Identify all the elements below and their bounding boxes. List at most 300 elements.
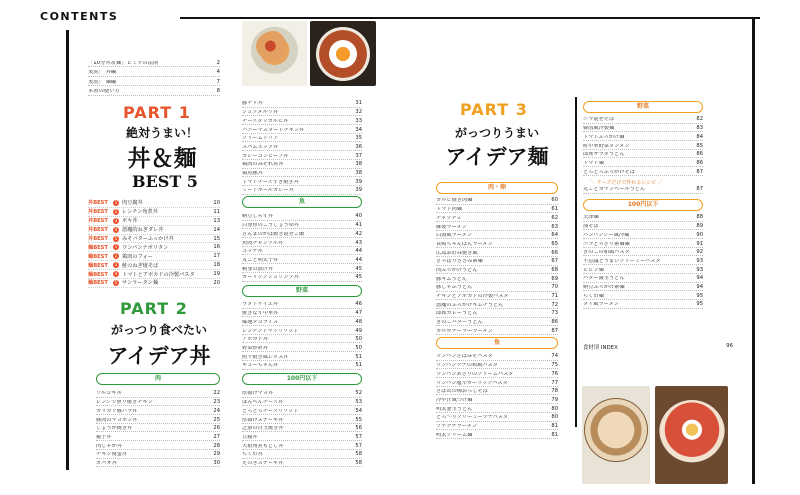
toc-entry bbox=[436, 326, 558, 335]
best-rank-label: 丼BEST bbox=[88, 227, 108, 234]
list-cheese-noodle bbox=[583, 185, 703, 194]
toc-entry-title: 納豆しらす丼 bbox=[242, 214, 274, 220]
toc-entry-title: チャプチェ bbox=[436, 215, 462, 221]
part3-subtitle: がっつりうまい bbox=[454, 126, 539, 140]
toc-entry bbox=[436, 292, 558, 301]
toc-entry bbox=[242, 273, 362, 282]
toc-entry-page: 40 bbox=[355, 213, 362, 220]
toc-entry bbox=[242, 142, 362, 151]
index-entry bbox=[583, 343, 733, 351]
toc-entry-title: トマトチーズすき焼き丼 bbox=[242, 179, 299, 185]
toc-entry bbox=[242, 335, 362, 344]
best-rank-label: 丼BEST bbox=[88, 236, 108, 242]
best-entry-page: 10 bbox=[213, 199, 220, 206]
toc-entry bbox=[242, 186, 362, 195]
cheese-note: ＼ チーズだけで作れるレシピ ／ bbox=[590, 180, 663, 186]
toc-entry bbox=[436, 213, 558, 222]
toc-entry bbox=[436, 378, 558, 387]
best-rank-label: 麺BEST bbox=[88, 244, 108, 251]
toc-entry bbox=[242, 264, 362, 273]
toc-entry-page: 61 bbox=[551, 206, 558, 213]
toc-entry-title: 明太釜玉うどん bbox=[436, 406, 473, 412]
best-entry-title: トマトとアボカドの冷製パスタ bbox=[122, 271, 195, 278]
best-rank-number: 5 bbox=[114, 235, 118, 241]
toc-entry bbox=[96, 441, 220, 450]
list-veg-noodle bbox=[583, 115, 703, 176]
toc-entry-title: ガパオ丼 bbox=[96, 460, 117, 466]
toc-entry-title: 麻婆ラーメン bbox=[436, 224, 467, 230]
best-entry-page: 19 bbox=[213, 271, 220, 278]
toc-entry bbox=[583, 283, 703, 292]
toc-entry-title: レンチントマトリゾット bbox=[242, 328, 299, 334]
toc-entry-title: 冷や汁風つけ麺 bbox=[436, 397, 473, 403]
toc-entry-title: 実況！ 麺編 bbox=[88, 79, 117, 85]
toc-entry-page: 75 bbox=[551, 362, 558, 369]
toc-entry-page: 42 bbox=[355, 230, 362, 237]
list-meat-noodle bbox=[436, 196, 558, 335]
toc-entry bbox=[242, 432, 362, 441]
toc-entry-page: 22 bbox=[213, 390, 220, 397]
toc-entry-title: 白湯風ラーメン bbox=[436, 233, 473, 239]
toc-entry-title: 豚肉のマヨポン丼 bbox=[96, 417, 138, 423]
toc-entry-page: 32 bbox=[355, 109, 362, 116]
toc-entry-title: 長崎ちゃんぽんラーメン bbox=[436, 241, 493, 247]
toc-entry-page: 66 bbox=[551, 249, 558, 256]
toc-entry-page: 27 bbox=[213, 433, 220, 440]
toc-entry-title: カルボナーラーラーメン bbox=[436, 328, 493, 334]
toc-entry bbox=[242, 151, 362, 160]
toc-entry-title: 魚肉チャンプル丼 bbox=[242, 240, 284, 246]
toc-entry-title: さんまのかば焼き混ぜご飯 bbox=[242, 231, 305, 237]
toc-entry-page: 68 bbox=[551, 266, 558, 273]
toc-entry-title: えのきステーキ丼 bbox=[242, 460, 284, 466]
toc-entry bbox=[96, 432, 220, 441]
toc-entry bbox=[96, 424, 220, 433]
toc-entry-page: 70 bbox=[551, 284, 558, 291]
toc-entry bbox=[96, 389, 220, 398]
toc-entry bbox=[583, 141, 703, 150]
best-rank-number: 3 bbox=[114, 262, 118, 268]
toc-entry bbox=[436, 196, 558, 205]
toc-entry-title: はんぺんチーズ丼 bbox=[242, 400, 284, 406]
toc-entry-title: トマト肉麺 bbox=[436, 207, 462, 213]
toc-entry-page: 79 bbox=[551, 396, 558, 403]
toc-entry-page: 62 bbox=[551, 214, 558, 221]
best-rank-number: 1 bbox=[114, 244, 118, 250]
toc-entry bbox=[436, 352, 558, 361]
best-entry-page: 20 bbox=[213, 279, 220, 286]
pasta-photo bbox=[242, 21, 307, 86]
toc-entry bbox=[242, 326, 362, 335]
best-entry bbox=[88, 261, 220, 270]
toc-entry-title: きのこの和風パスタ bbox=[583, 250, 630, 256]
toc-entry bbox=[436, 369, 558, 378]
best-entry bbox=[88, 235, 220, 244]
toc-entry bbox=[242, 212, 362, 221]
toc-entry bbox=[242, 441, 362, 450]
toc-entry-page: 63 bbox=[551, 223, 558, 230]
toc-entry-page: 57 bbox=[355, 442, 362, 449]
toc-entry bbox=[242, 169, 362, 178]
part1-best: BEST 5 bbox=[132, 172, 198, 191]
toc-entry bbox=[242, 300, 362, 309]
toc-entry bbox=[436, 266, 558, 275]
toc-entry bbox=[436, 430, 558, 439]
best-rank-label: 丼BEST bbox=[88, 218, 108, 225]
toc-entry-title: 悪魔のぶっかけキムチうどん bbox=[436, 302, 504, 308]
list-100yen-don bbox=[242, 389, 362, 467]
toc-entry bbox=[436, 413, 558, 422]
toc-entry-title: カレーコンビーフ丼 bbox=[242, 153, 289, 159]
toc-entry-title: 天津麺 bbox=[583, 215, 599, 221]
toc-entry-title: バンバンジー風冷麺 bbox=[583, 232, 630, 238]
toc-entry-page: 49 bbox=[355, 327, 362, 334]
toc-entry-title: 芝漬の目玉焼き丼 bbox=[242, 426, 284, 432]
toc-entry-page: 86 bbox=[696, 151, 703, 158]
best-entry bbox=[88, 243, 220, 252]
toc-entry bbox=[242, 352, 362, 361]
best-entry-page: 11 bbox=[213, 208, 220, 215]
toc-entry-page: 80 bbox=[551, 414, 558, 421]
toc-entry-title: スパムエッグ丼 bbox=[242, 144, 279, 150]
toc-entry-page: 8 bbox=[216, 88, 220, 95]
best-entry-title: レンチン角煮丼 bbox=[122, 209, 158, 216]
toc-entry bbox=[436, 318, 558, 327]
toc-entry-title: 豚キムうどん bbox=[436, 276, 468, 282]
toc-entry-page: 65 bbox=[551, 240, 558, 247]
toc-entry-page: 93 bbox=[696, 257, 703, 264]
best-rank-label: 麺BEST bbox=[88, 280, 108, 287]
toc-entry-page: 7 bbox=[216, 78, 220, 85]
best-entry-page: 18 bbox=[213, 262, 220, 269]
best-entry-title: 悪魔的ねぎダレ丼 bbox=[122, 227, 164, 234]
toc-entry-title: 親子丼 bbox=[96, 434, 112, 440]
toc-entry-page: 43 bbox=[355, 239, 362, 246]
toc-entry-page: 44 bbox=[355, 256, 362, 263]
best-entry-page: 16 bbox=[213, 244, 220, 251]
toc-entry-page: 95 bbox=[696, 301, 703, 308]
toc-entry bbox=[436, 248, 558, 257]
best-rank-number: 2 bbox=[114, 253, 118, 259]
toc-entry-title: 刺身の漬け丼 bbox=[242, 266, 274, 272]
toc-entry-page: 74 bbox=[551, 353, 558, 360]
toc-entry-title: さっぱりささみ素麺 bbox=[436, 259, 483, 265]
toc-entry bbox=[436, 422, 558, 431]
toc-entry-page: 78 bbox=[551, 388, 558, 395]
toc-entry bbox=[436, 395, 558, 404]
section-meat-pill: 肉 bbox=[96, 373, 220, 385]
toc-entry-title: 不思議とうまいクリーミーパスタ bbox=[583, 258, 661, 264]
toc-entry-title: 本書の使い方 bbox=[88, 89, 120, 95]
toc-entry-page: 38 bbox=[355, 169, 362, 176]
toc-entry-page: 92 bbox=[696, 249, 703, 256]
toc-entry bbox=[436, 387, 558, 396]
toc-entry-title: 厚揚げマヨ丼 bbox=[242, 391, 274, 397]
toc-entry-title: ワンパンさばみそパスタ bbox=[436, 354, 493, 360]
toc-entry-page: 39 bbox=[355, 187, 362, 194]
toc-entry-page: 29 bbox=[213, 451, 220, 458]
toc-entry-page: 25 bbox=[213, 416, 220, 423]
best-rank-number: 4 bbox=[114, 271, 118, 277]
part2-label: PART 2 bbox=[120, 299, 188, 318]
toc-entry-page: 28 bbox=[213, 442, 220, 449]
toc-entry-title: 実況！ 丼編 bbox=[88, 70, 117, 76]
toc-entry-title: ちくわ丼 bbox=[242, 452, 263, 458]
toc-entry-page: 90 bbox=[696, 231, 703, 238]
toc-entry-title: 丸ごと明太子丼 bbox=[242, 257, 279, 263]
toc-entry-page: 73 bbox=[551, 310, 558, 317]
toc-entry-page: 58 bbox=[355, 459, 362, 466]
best-entry bbox=[88, 270, 220, 279]
toc-entry-page: 51 bbox=[355, 362, 362, 369]
toc-entry bbox=[242, 221, 362, 230]
section-veg-noodle-pill: 野菜 bbox=[583, 101, 703, 113]
toc-entry-page: 26 bbox=[213, 425, 220, 432]
toc-entry-page: 86 bbox=[696, 159, 703, 166]
toc-entry-title: ニラ混ぜそば bbox=[583, 117, 615, 123]
best-entry bbox=[88, 252, 220, 261]
toc-entry-title: クリームドリア bbox=[242, 136, 279, 142]
part3-title: アイデア麺 bbox=[445, 145, 549, 169]
toc-entry bbox=[436, 257, 558, 266]
right-edge-line bbox=[752, 18, 755, 484]
toc-entry-title: 白身魚のこうしょうゆ丼 bbox=[242, 223, 300, 229]
toc-entry bbox=[96, 406, 220, 415]
toc-entry-page: 2 bbox=[216, 60, 220, 67]
best-rank-number: 4 bbox=[114, 226, 118, 232]
best-entry-page: 15 bbox=[213, 235, 220, 242]
toc-entry-page: 57 bbox=[355, 433, 362, 440]
best-rank-label: 丼BEST bbox=[88, 200, 108, 207]
toc-entry-title: ワンパンあさりのクリームパスタ bbox=[436, 371, 514, 377]
toc-entry-page: 4 bbox=[216, 69, 220, 76]
toc-entry-page: 39 bbox=[355, 178, 362, 185]
list-100yen-noodle bbox=[583, 213, 703, 309]
toc-entry bbox=[242, 406, 362, 415]
toc-entry-title: カルビ焼き肉麺 bbox=[436, 198, 473, 204]
toc-entry-title: 「10分丼＆麺」ヒミツの法則 bbox=[88, 61, 159, 67]
toc-entry-title: シュクメルリ丼 bbox=[242, 110, 279, 116]
toc-entry-title: ガーリックシュリンプ丼 bbox=[242, 275, 299, 281]
contents-heading: CONTENTS bbox=[40, 10, 119, 23]
toc-entry bbox=[242, 116, 362, 125]
list-fish-noodle bbox=[436, 352, 558, 439]
toc-entry bbox=[96, 398, 220, 407]
toc-entry bbox=[436, 361, 558, 370]
toc-entry-page: 44 bbox=[355, 248, 362, 255]
toc-entry bbox=[583, 230, 703, 239]
section-fish-pill: 魚 bbox=[242, 196, 362, 208]
toc-entry-title: 肉ぶっかけうどん bbox=[436, 267, 478, 273]
toc-entry-title: ビビン麺 bbox=[583, 267, 604, 273]
list-meat-don-2 bbox=[242, 99, 362, 195]
toc-entry-page: 45 bbox=[355, 274, 362, 281]
toc-entry-title: ワンパンツナの和風パスタ bbox=[436, 363, 498, 369]
toc-entry bbox=[242, 108, 362, 117]
index-page: 96 bbox=[726, 343, 733, 349]
toc-entry bbox=[436, 222, 558, 231]
toc-entry-title: 鶏煮豚丼 bbox=[242, 170, 263, 176]
rice-bowl-photo bbox=[310, 21, 376, 86]
toc-entry-title: 即席カレーうどん bbox=[436, 311, 478, 317]
left-edge-line bbox=[66, 30, 69, 470]
toc-entry-title: さば缶の梅おろしそば bbox=[436, 389, 488, 395]
best-rank-number: 3 bbox=[114, 217, 118, 223]
toc-entry bbox=[583, 291, 703, 300]
toc-entry bbox=[242, 361, 362, 370]
toc-entry-title: 納豆ぶっかけ素麺 bbox=[583, 284, 625, 290]
toc-entry-title: 野菜炒め丼 bbox=[242, 345, 268, 351]
toc-entry-page: 45 bbox=[355, 265, 362, 272]
toc-entry-title: タイ風ラーメン bbox=[583, 302, 619, 308]
toc-entry bbox=[242, 424, 362, 433]
list-fish-don bbox=[242, 212, 362, 282]
toc-entry-title: 爆速タコライス bbox=[242, 319, 279, 325]
toc-entry bbox=[242, 317, 362, 326]
toc-entry bbox=[96, 450, 220, 459]
toc-entry bbox=[583, 239, 703, 248]
best-entry-title: 鶏肉のフォー bbox=[122, 253, 153, 260]
toc-entry bbox=[583, 150, 703, 159]
best-entry-page: 17 bbox=[213, 253, 220, 260]
toc-entry-page: 48 bbox=[355, 318, 362, 325]
toc-entry bbox=[583, 274, 703, 283]
toc-entry bbox=[436, 205, 558, 214]
index-title: 食材別 INDEX bbox=[583, 345, 618, 351]
part3-label: PART 3 bbox=[460, 100, 528, 119]
part2-subtitle: がっつり食べたい bbox=[110, 323, 207, 337]
toc-entry-title: 豆腐丼 bbox=[242, 434, 258, 440]
toc-entry-title: チキン南蛮丼 bbox=[96, 452, 128, 458]
toc-entry bbox=[242, 160, 362, 169]
toc-entry-title: 油そば bbox=[583, 224, 599, 230]
best-rank-label: 麺BEST bbox=[88, 253, 108, 260]
toc-entry bbox=[583, 300, 703, 309]
toc-entry bbox=[583, 158, 703, 167]
best-entry bbox=[88, 208, 220, 217]
toc-entry-page: 87 bbox=[551, 327, 558, 334]
toc-entry-page: 36 bbox=[355, 143, 362, 150]
toc-entry bbox=[242, 389, 362, 398]
section-fish-noodle-pill: 魚 bbox=[436, 337, 558, 349]
toc-entry bbox=[583, 124, 703, 133]
toc-entry-title: ニラどっさり素麺麺 bbox=[583, 241, 630, 247]
toc-entry-page: 47 bbox=[355, 310, 362, 317]
best-entry-title: ポキ丼 bbox=[122, 218, 138, 225]
udon-photo bbox=[582, 386, 650, 484]
toc-entry-page: 87 bbox=[696, 168, 703, 175]
toc-entry-page: 60 bbox=[551, 197, 558, 204]
toc-entry-page: 58 bbox=[355, 451, 362, 458]
toc-entry bbox=[583, 222, 703, 231]
toc-entry bbox=[242, 415, 362, 424]
toc-entry bbox=[583, 167, 703, 176]
best-entry-title: 肉豆腐丼 bbox=[122, 200, 143, 207]
best-entry bbox=[88, 217, 220, 226]
toc-entry bbox=[88, 58, 220, 67]
toc-entry bbox=[242, 229, 362, 238]
best-entry-title: 鮭のねぎ焼そば bbox=[122, 262, 159, 269]
toc-entry-title: 丸ごとカマンベールうどん bbox=[583, 187, 646, 193]
toc-entry-page: 31 bbox=[355, 100, 362, 107]
toc-entry bbox=[88, 86, 220, 95]
best-entry-title: ワンパンナポリタン bbox=[122, 244, 169, 251]
toc-entry bbox=[242, 398, 362, 407]
toc-entry bbox=[436, 231, 558, 240]
toc-entry-page: 91 bbox=[696, 240, 703, 247]
toc-entry-page: 80 bbox=[551, 405, 558, 412]
toc-entry bbox=[88, 77, 220, 86]
toc-entry-title: チーズタッカルビ丼 bbox=[242, 118, 289, 124]
toc-entry bbox=[96, 459, 220, 468]
best-list bbox=[88, 199, 220, 288]
toc-entry-page: 37 bbox=[355, 152, 362, 159]
toc-entry bbox=[583, 115, 703, 124]
toc-entry bbox=[436, 404, 558, 413]
toc-entry bbox=[436, 309, 558, 318]
toc-entry-title: レンジで照り焼きチキン bbox=[96, 400, 153, 406]
toc-entry bbox=[436, 283, 558, 292]
toc-entry bbox=[436, 239, 558, 248]
toc-entry-page: 85 bbox=[696, 142, 703, 149]
toc-entry-title: ちくわ麺 bbox=[583, 293, 604, 299]
section-100yen-noodle-pill: 100円以下 bbox=[583, 199, 703, 211]
toc-entry-page: 93 bbox=[696, 266, 703, 273]
toc-entry bbox=[242, 125, 362, 134]
toc-entry-title: 厚揚げステーキ丼 bbox=[242, 417, 284, 423]
toc-entry-page: 95 bbox=[696, 292, 703, 299]
toc-entry-page: 41 bbox=[355, 222, 362, 229]
toc-entry-title: 町中華野菜タンメン bbox=[583, 143, 630, 149]
toc-entry-title: ミートボールカレー丼 bbox=[242, 188, 294, 194]
toc-entry-title: とろとろチーズリゾット bbox=[242, 408, 299, 414]
toc-entry-page: 94 bbox=[696, 275, 703, 282]
toc-entry-title: とろとろぶっかけそば bbox=[583, 169, 635, 175]
toc-entry-title: きのこバターうどん bbox=[436, 320, 483, 326]
best-entry bbox=[88, 199, 220, 208]
toc-entry bbox=[242, 343, 362, 352]
toc-entry-page: 53 bbox=[355, 399, 362, 406]
toc-entry-title: ラタトゥイユ丼 bbox=[242, 302, 278, 308]
toc-entry-title: 即席サラダうどん bbox=[583, 152, 625, 158]
toc-entry-title: とろ～りクリーミーツナパスタ bbox=[436, 415, 509, 421]
toc-entry-title: 広島お好み焼き風 bbox=[436, 250, 478, 256]
toc-entry-page: 54 bbox=[355, 407, 362, 414]
best-entry-title: サンラータン麺 bbox=[122, 280, 159, 287]
toc-entry bbox=[583, 256, 703, 265]
toc-entry bbox=[242, 134, 362, 143]
toc-entry-page: 50 bbox=[355, 336, 362, 343]
toc-entry-page: 86 bbox=[551, 319, 558, 326]
toc-entry-page: 30 bbox=[213, 459, 220, 466]
toc-entry-page: 55 bbox=[355, 416, 362, 423]
toc-entry-page: 82 bbox=[696, 116, 703, 123]
part1-subtitle: 絶対うまい！ bbox=[125, 126, 198, 140]
section-100yen-pill: 100円以下 bbox=[242, 373, 362, 385]
toc-entry-title: アボカド丼 bbox=[242, 337, 268, 343]
toc-entry-title: 焼きなす中華丼 bbox=[242, 311, 279, 317]
list-veg-don bbox=[242, 300, 362, 370]
toc-entry-title: 豚しゃぶうどん bbox=[436, 285, 473, 291]
toc-entry-title: キューちゃん丼 bbox=[242, 363, 279, 369]
section-veg-pill: 野菜 bbox=[242, 285, 362, 297]
toc-entry-page: 69 bbox=[551, 275, 558, 282]
toc-entry-title: ブルコギ丼 bbox=[96, 391, 122, 397]
best-entry-title: みそバターふっかけ丼 bbox=[122, 236, 174, 242]
toc-entry bbox=[242, 238, 362, 247]
toc-entry bbox=[436, 300, 558, 309]
toc-entry-page: 64 bbox=[551, 232, 558, 239]
